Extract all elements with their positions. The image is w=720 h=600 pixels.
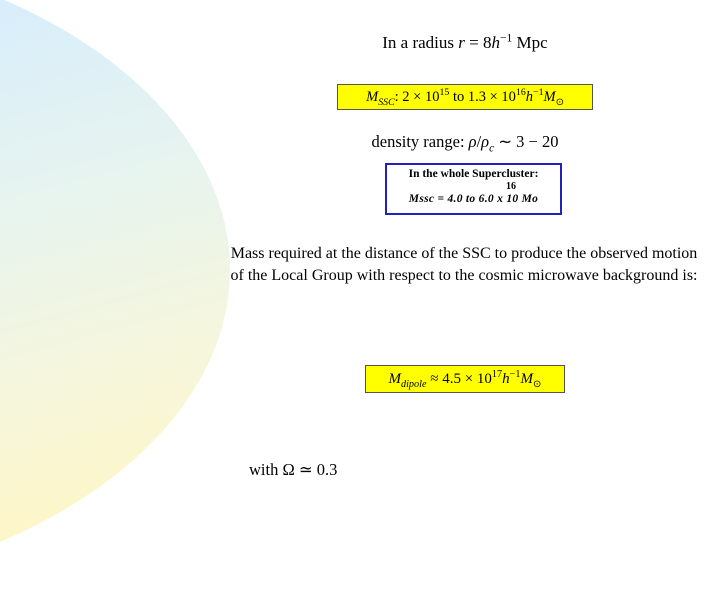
mssc-exponent-2: 16: [515, 87, 526, 99]
whole-supercluster-box: [385, 163, 562, 215]
mssc-symbol: M: [366, 89, 379, 105]
supercluster-box-title: In the whole Supercluster:: [408, 168, 539, 180]
mssc-exponent-1: 15: [439, 87, 450, 99]
hubble-parameter: h: [491, 33, 500, 52]
mdipole-h-exponent: −1: [509, 369, 521, 380]
mdipole-symbol: M: [388, 371, 401, 387]
density-value: ∼ 3 − 20: [494, 132, 559, 151]
mdipole-value: ≈ 4.5 × 10: [426, 371, 492, 387]
mssc-h-symbol: h: [525, 89, 534, 105]
mssc-value-to: to 1.3 × 10: [449, 89, 516, 105]
hubble-exponent: −1: [500, 31, 513, 45]
mdipole-h-symbol: h: [502, 371, 510, 387]
rho-critical-subscript: c: [489, 142, 495, 155]
omega-symbol: Ω: [282, 460, 295, 479]
rho-slash: /: [476, 132, 482, 151]
radius-prefix: In a radius: [382, 33, 459, 52]
mdipole-mass-box: [365, 365, 565, 393]
mdipole-solar-subscript: ⊙: [532, 379, 542, 390]
omega-value: ≃ 0.3: [294, 460, 338, 479]
mdipole-solar-mass: M: [520, 371, 533, 387]
radius-unit: Mpc: [512, 33, 548, 52]
supercluster-box-exponent: 16: [506, 181, 516, 192]
supercluster-box-body: Mssc = 4.0 to 6.0 x 10 Mo: [408, 193, 539, 205]
omega-prefix: with: [249, 460, 283, 479]
mdipole-subscript: dipole: [401, 379, 427, 390]
omega-value-line: [249, 460, 337, 480]
mssc-value-start: : 2 × 10: [394, 89, 440, 105]
radius-heading: [230, 33, 700, 53]
density-range-line: [230, 132, 700, 155]
mssc-subscript: SSC: [378, 96, 395, 108]
density-label: density range:: [371, 132, 469, 151]
mdipole-exponent: 17: [491, 369, 503, 380]
mssc-h-exponent: −1: [533, 87, 544, 99]
radius-variable: r: [458, 33, 465, 52]
mssc-mass-range-box: [337, 84, 593, 110]
rho-symbol: ρ: [468, 132, 477, 151]
mssc-solar-mass: M: [543, 89, 556, 105]
mass-required-paragraph: Mass required at the distance of the SSC to produce the observed motion of the Local Group with respect to the cosmic microwave background is:: [230, 245, 698, 284]
mssc-solar-subscript: ⊙: [555, 96, 564, 108]
rho-critical-symbol: ρ: [481, 132, 490, 151]
radius-equals: = 8: [464, 33, 492, 52]
